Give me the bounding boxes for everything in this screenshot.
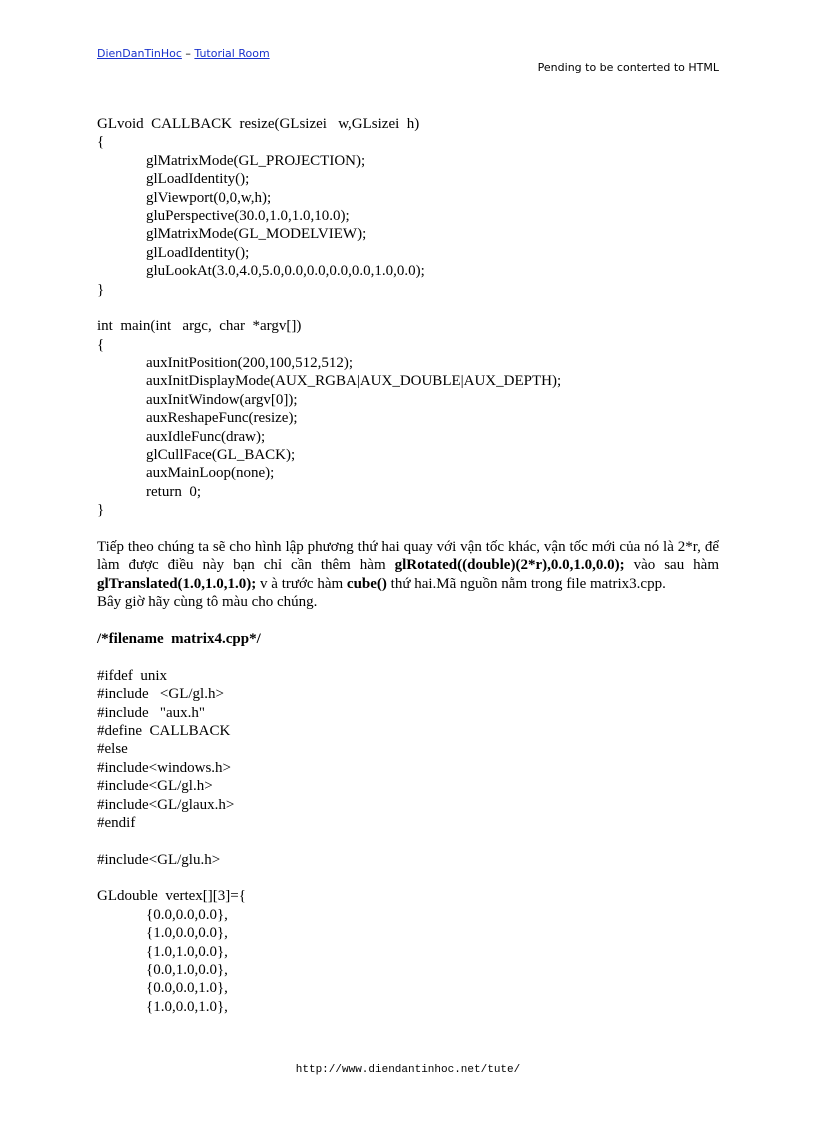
code-line: {0.0,1.0,0.0},	[146, 962, 228, 979]
header-separator: –	[181, 47, 195, 60]
code-block-resize-main	[97, 115, 719, 520]
code-line: {0.0,0.0,0.0},	[146, 906, 228, 923]
code-line: glLoadIdentity();	[146, 171, 250, 188]
code-line: #include "aux.h"	[97, 704, 206, 721]
blank-line	[97, 648, 719, 666]
code-line: return 0;	[146, 483, 201, 500]
footer-url: http://www.diendantinhoc.net/tute/	[295, 1064, 521, 1076]
code-line: #include<GL/glaux.h>	[97, 796, 235, 813]
filename-text: filename matrix4.cpp	[108, 631, 250, 647]
code-line: #else	[97, 741, 128, 758]
code-line: #include<windows.h>	[97, 759, 231, 776]
code-line: auxInitPosition(200,100,512,512);	[146, 355, 354, 372]
code-line: auxReshapeFunc(resize);	[146, 410, 298, 427]
tutorial-room-link[interactable]: Tutorial Room	[194, 47, 270, 60]
document-body	[97, 115, 719, 1016]
paragraph-text-2: vào sau hàm	[624, 557, 720, 574]
code-line	[97, 299, 719, 317]
code-line: glMatrixMode(GL_MODELVIEW);	[146, 226, 367, 243]
code-block-includes	[97, 667, 719, 1016]
code-line: {	[97, 336, 105, 353]
code-line: auxIdleFunc(draw);	[146, 428, 266, 445]
code-line: #ifdef unix	[97, 667, 167, 684]
code-line: }	[97, 281, 105, 298]
code-line: {1.0,0.0,1.0},	[146, 998, 228, 1015]
code-cube: cube()	[346, 575, 387, 592]
page-header	[97, 47, 270, 61]
paragraph-text-1: Tiếp theo chúng ta sẽ cho hình lập phương thứ hai quay với vận tốc khác, vận tốc mới của nó là 2*r, để làm được điều này bạn chỉ cần thêm hàm	[97, 538, 719, 574]
comment-close: */	[249, 631, 261, 647]
pending-note: Pending to be conterted to HTML	[537, 61, 719, 74]
code-line: #include<GL/gl.h>	[97, 778, 213, 795]
code-line: int main(int argc, char *argv[])	[97, 318, 302, 335]
code-line: auxInitDisplayMode(AUX_RGBA|AUX_DOUBLE|AUX_DEPTH);	[146, 373, 562, 390]
code-line: GLvoid CALLBACK resize(GLsizei w,GLsizei h)	[97, 116, 420, 132]
color-intro-line: Bây giờ hãy cùng tô màu cho chúng.	[97, 594, 318, 611]
code-line: {0.0,0.0,1.0},	[146, 980, 228, 997]
code-line: }	[97, 502, 105, 519]
code-line: GLdouble vertex[][3]={	[97, 888, 246, 905]
code-line: glMatrixMode(GL_PROJECTION);	[146, 152, 366, 169]
code-gltranslated: glTranslated(1.0,1.0,1.0);	[97, 575, 257, 592]
blank-line	[97, 520, 719, 538]
paragraph-text-4: thứ hai.Mã nguồn nằm trong file matrix3.cpp.	[386, 575, 666, 592]
code-line: gluLookAt(3.0,4.0,5.0,0.0,0.0,0.0,0.0,1.0,0.0);	[146, 263, 425, 280]
diendantinhoc-link[interactable]: DienDanTinHoc	[97, 47, 182, 60]
code-line: {1.0,0.0,0.0},	[146, 925, 228, 942]
code-line: {	[97, 134, 105, 151]
code-line: auxInitWindow(argv[0]);	[146, 391, 298, 408]
code-line: auxMainLoop(none);	[146, 465, 275, 482]
explanation-paragraph	[97, 538, 719, 593]
code-line: gluPerspective(30.0,1.0,1.0,10.0);	[146, 207, 350, 224]
code-line: #define CALLBACK	[97, 722, 231, 739]
code-line: #include <GL/gl.h>	[97, 686, 224, 703]
code-line: #include<GL/glu.h>	[97, 851, 221, 868]
paragraph-text-3: v à trước hàm	[256, 575, 347, 592]
blank-line	[97, 612, 719, 630]
code-glrotated: glRotated((double)(2*r),0.0,1.0,0.0);	[394, 557, 625, 574]
code-line	[97, 869, 719, 887]
comment-open: /*	[97, 631, 109, 647]
code-line: {1.0,1.0,0.0},	[146, 943, 228, 960]
code-line: #endif	[97, 814, 136, 831]
code-line: glCullFace(GL_BACK);	[146, 447, 296, 464]
code-line: glViewport(0,0,w,h);	[146, 189, 272, 206]
filename-comment	[97, 630, 719, 648]
code-line: glLoadIdentity();	[146, 244, 250, 261]
code-line	[97, 832, 719, 850]
